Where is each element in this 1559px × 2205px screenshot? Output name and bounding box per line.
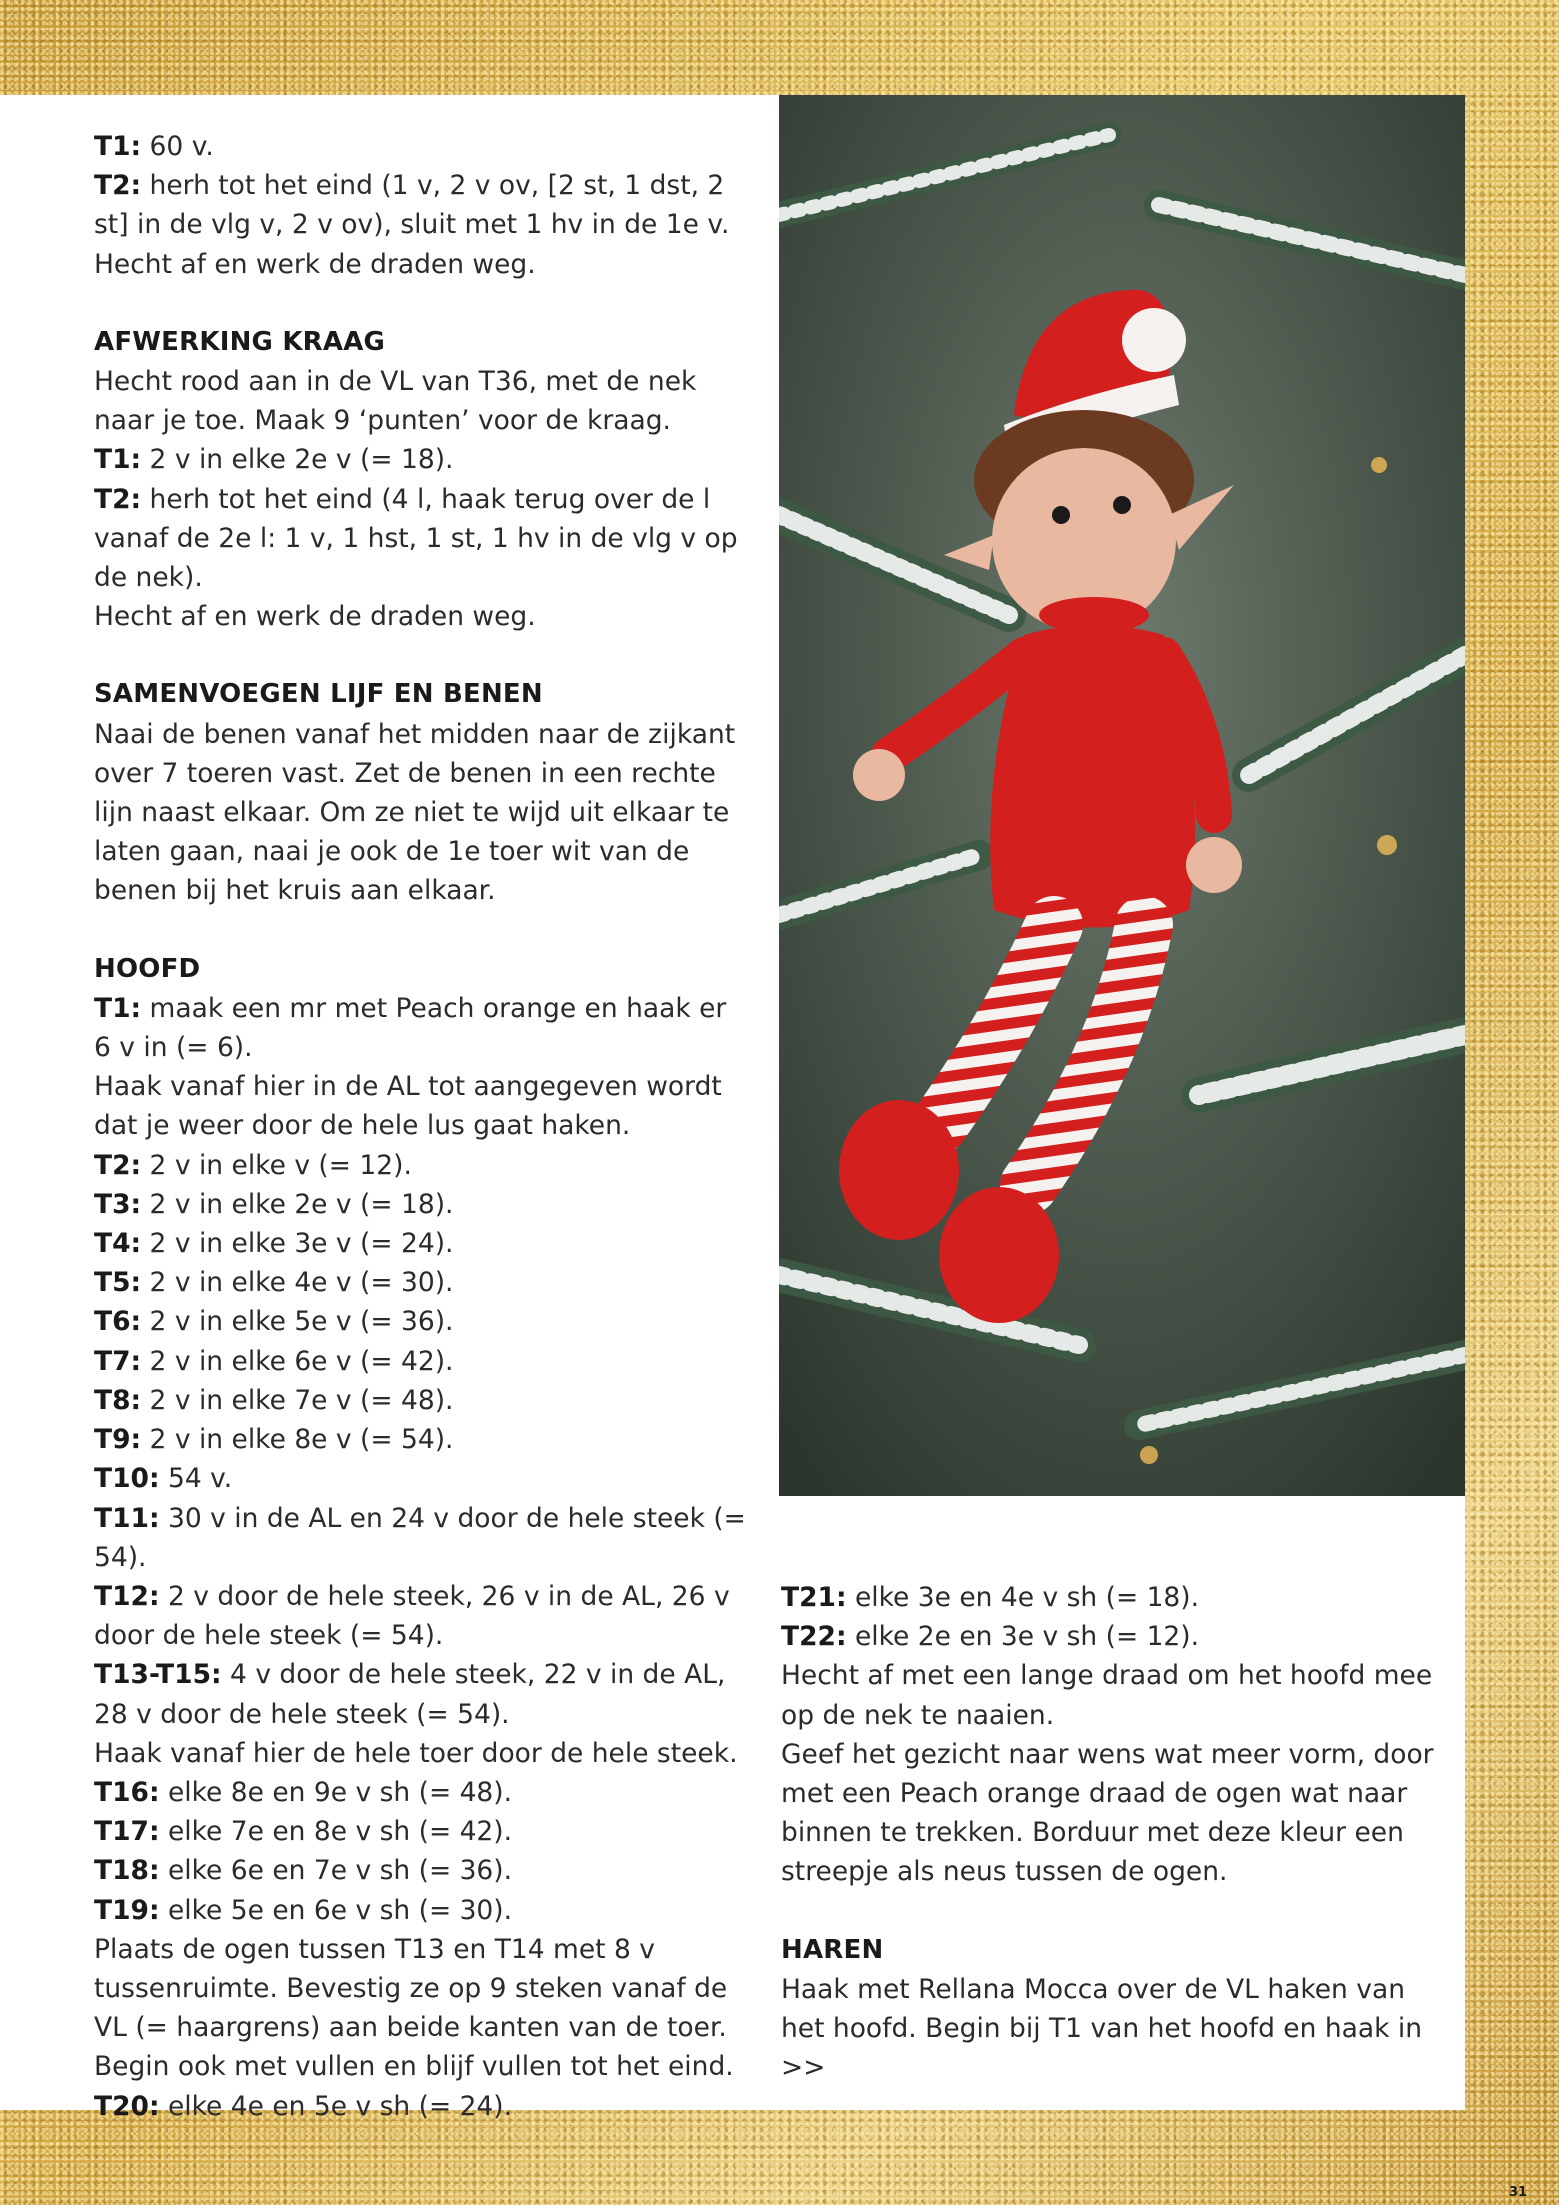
round-label: T12: bbox=[94, 1580, 160, 1612]
instruction-text: 2 v in elke 2e v (= 18). bbox=[141, 444, 454, 476]
pattern-round bbox=[94, 1146, 749, 1185]
round-label: T1: bbox=[94, 131, 142, 162]
round-label: T9: bbox=[94, 1424, 142, 1456]
pattern-round bbox=[94, 480, 749, 598]
pattern-round bbox=[94, 1342, 749, 1381]
pattern-instruction bbox=[94, 597, 749, 636]
round-label: T20: bbox=[94, 2090, 160, 2122]
section-heading: HOOFD bbox=[94, 953, 201, 984]
instruction-text: Hecht af en werk de draden weg. bbox=[94, 248, 536, 280]
instruction-text: Haak vanaf hier in de AL tot aangegeven wordt dat je weer door de hele lus gaat haken. bbox=[94, 1071, 722, 1142]
pattern-round bbox=[94, 1459, 749, 1498]
section-heading: AFWERKING KRAAG bbox=[94, 326, 386, 357]
pattern-round bbox=[781, 1578, 1441, 1617]
round-label: T5: bbox=[94, 1267, 142, 1299]
pattern-round bbox=[94, 1773, 749, 1812]
round-label: T3: bbox=[94, 1188, 142, 1220]
right-text-column bbox=[781, 1578, 1441, 2087]
pattern-round bbox=[94, 1851, 749, 1890]
pattern-instruction bbox=[781, 1656, 1441, 1734]
pattern-instruction bbox=[94, 1930, 749, 2087]
pattern-round bbox=[94, 1812, 749, 1851]
instruction-text: elke 2e en 3e v sh (= 12). bbox=[846, 1621, 1200, 1653]
instruction-text: Plaats de ogen tussen T13 en T14 met 8 v tussenruimte. Bevestig ze op 9 steken vanaf de VL (= haargrens) aan beide kanten van de toer. Begin ook met vullen en blijf vullen tot het eind. bbox=[94, 1933, 734, 2083]
instruction-text: 2 v in elke v (= 12). bbox=[141, 1149, 412, 1181]
pattern-round bbox=[94, 1381, 749, 1420]
instruction-text: herh tot het eind (4 l, haak terug over de l vanaf de 2e l: 1 v, 1 hst, 1 st, 1 hv in de vlg v op de nek). bbox=[94, 483, 738, 594]
pattern-round bbox=[94, 1263, 749, 1302]
left-text-column bbox=[94, 127, 749, 2126]
pattern-round bbox=[94, 166, 749, 244]
pattern-round bbox=[94, 2087, 749, 2126]
instruction-text: 2 v in elke 5e v (= 36). bbox=[141, 1306, 454, 1338]
instruction-text: Haak met Rellana Mocca over de VL haken van het hoofd. Begin bij T1 van het hoofd en haak in >> bbox=[781, 1973, 1423, 2084]
pattern-instruction bbox=[94, 715, 749, 911]
round-label: T22: bbox=[781, 1621, 847, 1653]
elf-photo bbox=[779, 95, 1465, 1496]
instruction-text: 60 v. bbox=[141, 131, 214, 162]
instruction-text: elke 5e en 6e v sh (= 30). bbox=[159, 1894, 513, 1926]
pattern-round bbox=[781, 1617, 1441, 1656]
round-label: T18: bbox=[94, 1855, 160, 1887]
instruction-text: 2 v in elke 3e v (= 24). bbox=[141, 1228, 454, 1260]
instruction-text: elke 7e en 8e v sh (= 42). bbox=[159, 1816, 513, 1848]
section-gap bbox=[94, 911, 749, 950]
round-label: T16: bbox=[94, 1776, 160, 1808]
pattern-round bbox=[94, 989, 749, 1067]
pattern-round bbox=[94, 440, 749, 479]
round-label: T2: bbox=[94, 1149, 142, 1181]
instruction-text: 54 v. bbox=[159, 1463, 233, 1495]
round-label: T17: bbox=[94, 1816, 160, 1848]
instruction-text: Geef het gezicht naar wens wat meer vorm, door met een Peach orange draad de ogen wat naar binnen te trekken. Borduur met deze kleur een streepje als neus tussen de ogen. bbox=[781, 1738, 1434, 1888]
pattern-round bbox=[94, 1185, 749, 1224]
instruction-text: 2 v in elke 4e v (= 30). bbox=[141, 1267, 454, 1299]
instruction-text: elke 8e en 9e v sh (= 48). bbox=[159, 1776, 513, 1808]
round-label: T2: bbox=[94, 170, 142, 202]
section-gap bbox=[781, 1892, 1441, 1931]
pattern-instruction bbox=[94, 362, 749, 440]
pattern-round bbox=[94, 1302, 749, 1341]
pattern-instruction bbox=[94, 1734, 749, 1773]
round-label: T19: bbox=[94, 1894, 160, 1926]
round-label: T11: bbox=[94, 1502, 160, 1534]
instruction-text: elke 3e en 4e v sh (= 18). bbox=[846, 1582, 1200, 1613]
round-label: T13-T15: bbox=[94, 1659, 222, 1691]
instruction-text: elke 4e en 5e v sh (= 24). bbox=[159, 2090, 513, 2122]
section-heading: SAMENVOEGEN LIJF EN BENEN bbox=[94, 679, 543, 710]
round-label: T10: bbox=[94, 1463, 160, 1495]
instruction-text: 4 v door de hele steek, 22 v in de AL, 28 v door de hele steek (= 54). bbox=[94, 1659, 726, 1730]
round-label: T8: bbox=[94, 1384, 142, 1416]
pattern-round bbox=[94, 1655, 749, 1733]
round-label: T2: bbox=[94, 483, 142, 515]
pattern-round bbox=[94, 1420, 749, 1459]
pattern-round bbox=[94, 127, 749, 166]
section-gap bbox=[94, 284, 749, 323]
instruction-text: 2 v in elke 2e v (= 18). bbox=[141, 1188, 454, 1220]
pattern-instruction bbox=[781, 1735, 1441, 1892]
pattern-round bbox=[94, 1499, 749, 1577]
instruction-text: Hecht af met een lange draad om het hoofd mee op de nek te naaien. bbox=[781, 1660, 1433, 1731]
page-number: 31 bbox=[1509, 2185, 1528, 2200]
round-label: T7: bbox=[94, 1345, 142, 1377]
pattern-round bbox=[94, 1224, 749, 1263]
instruction-text: maak een mr met Peach orange en haak er 6 v in (= 6). bbox=[94, 992, 727, 1064]
instruction-text: elke 6e en 7e v sh (= 36). bbox=[159, 1855, 513, 1887]
pattern-round bbox=[94, 1577, 749, 1655]
instruction-text: Hecht rood aan in de VL van T36, met de nek naar je toe. Maak 9 ‘punten’ voor de kraag. bbox=[94, 366, 697, 437]
instruction-text: 30 v in de AL en 24 v door de hele steek (= 54). bbox=[94, 1502, 746, 1573]
section-heading: HAREN bbox=[781, 1934, 884, 1965]
round-label: T6: bbox=[94, 1306, 142, 1338]
instruction-text: Naai de benen vanaf het midden naar de zijkant over 7 toeren vast. Zet de benen in een rechte lijn naast elkaar. Om ze niet te wijd uit elkaar te laten gaan, naai je ook de 1e toer wit van de benen bij het kruis aan elkaar. bbox=[94, 718, 736, 907]
instruction-text: herh tot het eind (1 v, 2 v ov, [2 st, 1 dst, 2 st] in de vlg v, 2 v ov), sluit met 1 hv in de 1e v. bbox=[94, 170, 730, 241]
round-label: T4: bbox=[94, 1228, 142, 1260]
instruction-text: 2 v in elke 8e v (= 54). bbox=[141, 1424, 454, 1456]
section-gap bbox=[94, 636, 749, 675]
pattern-instruction bbox=[94, 245, 749, 284]
instruction-text: 2 v door de hele steek, 26 v in de AL, 26 v door de hele steek (= 54). bbox=[94, 1580, 730, 1652]
round-label: T21: bbox=[781, 1582, 847, 1613]
round-label: T1: bbox=[94, 444, 142, 476]
instruction-text: 2 v in elke 7e v (= 48). bbox=[141, 1384, 454, 1416]
instruction-text: 2 v in elke 6e v (= 42). bbox=[141, 1345, 454, 1377]
pattern-instruction bbox=[781, 1970, 1441, 2088]
pattern-instruction bbox=[94, 1067, 749, 1145]
instruction-text: Hecht af en werk de draden weg. bbox=[94, 601, 536, 633]
pattern-round bbox=[94, 1891, 749, 1930]
round-label: T1: bbox=[94, 992, 142, 1024]
instruction-text: Haak vanaf hier de hele toer door de hele steek. bbox=[94, 1737, 738, 1769]
